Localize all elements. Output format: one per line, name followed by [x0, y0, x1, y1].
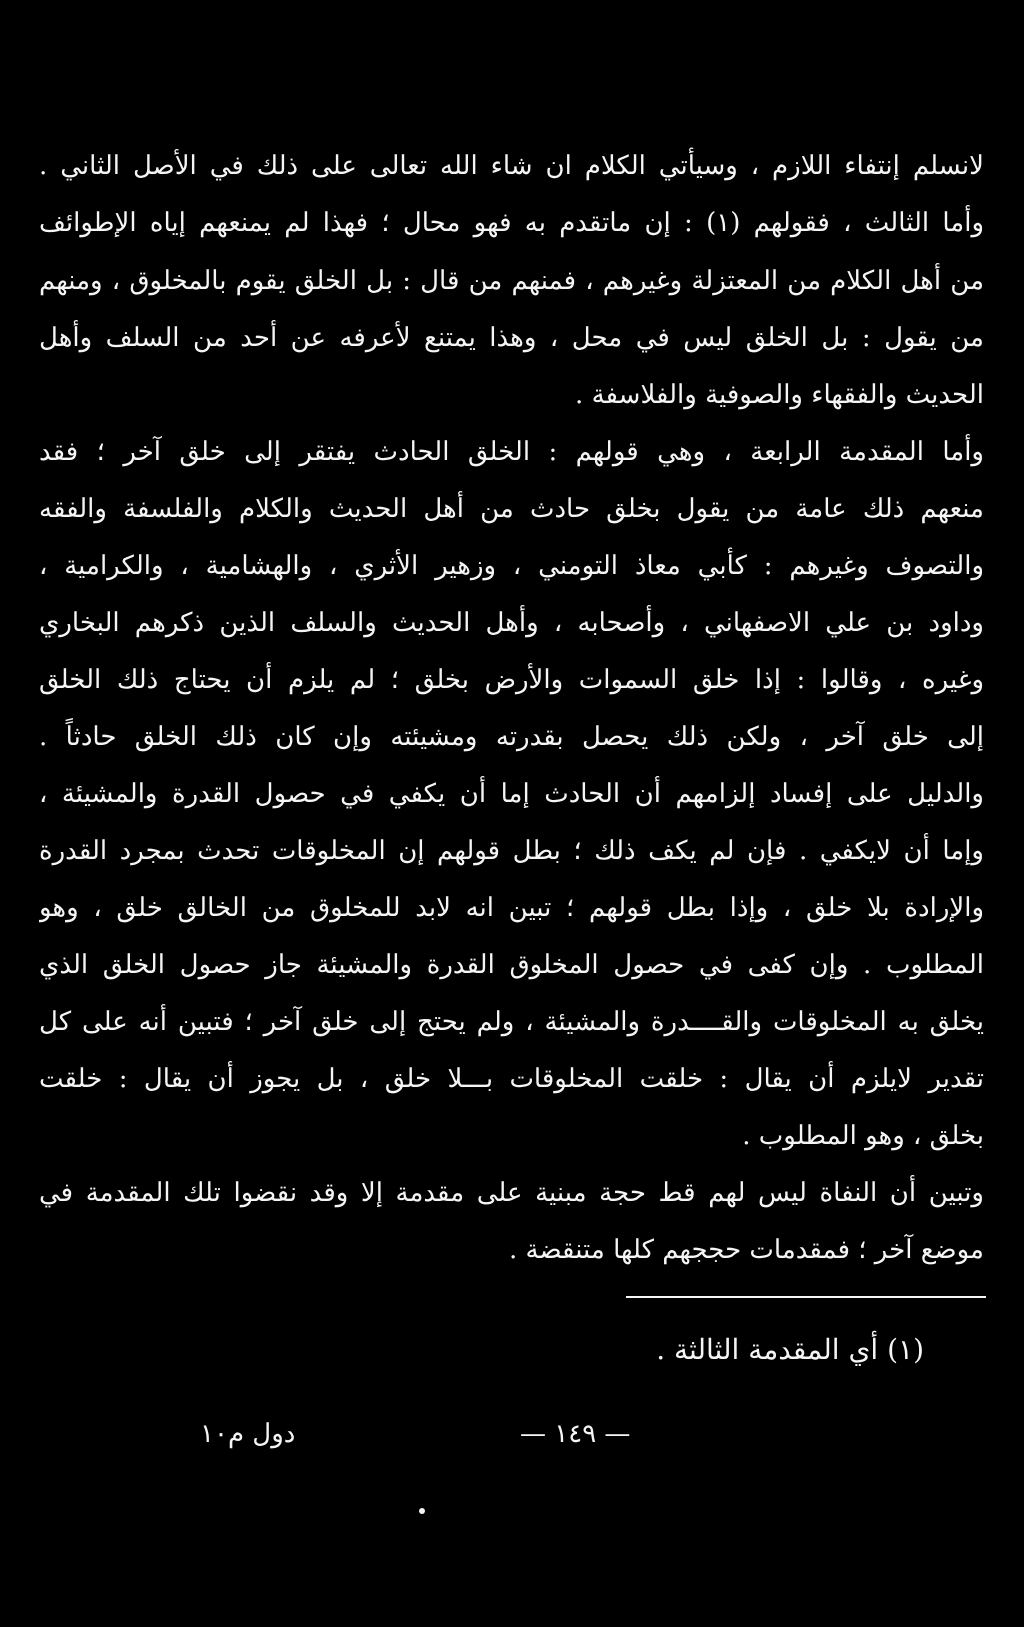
text-line: منعهم ذلك عامة من يقول بخلق حادث من أهل الحديث والكلام والفلسفة والفقه: [39, 494, 984, 524]
text-line: إلى خلق آخر ، ولكن ذلك يحصل بقدرته ومشيئته وإن كان ذلك الخلق حادثاً .: [39, 722, 984, 752]
text-line: بخلق ، وهو المطلوب .: [742, 1121, 984, 1151]
ink-speck: [419, 1508, 425, 1514]
text-line: وتبين أن النفاة ليس لهم قط حجة مبنية على مقدمة إلا وقد نقضوا تلك المقدمة في: [39, 1178, 984, 1208]
page-number: — ١٤٩ —: [520, 1419, 631, 1449]
footnote: (١) أي المقدمة الثالثة .: [656, 1333, 924, 1366]
text-line: تقدير لايلزم أن يقال : خلقت المخلوقات بـــلا خلق ، بل يجوز أن يقال : خلقت: [39, 1064, 984, 1094]
text-line: وغيره ، وقالوا : إذا خلق السموات والأرض بخلق ؛ لم يلزم أن يحتاج ذلك الخلق: [39, 665, 984, 695]
text-line: وأما الثالث ، فقولهم (١) : إن ماتقدم به فهو محال ؛ فهذا لم يمنعهم إياه الإطوائف: [39, 208, 984, 238]
text-line: وأما المقدمة الرابعة ، وهي قولهم : الخلق الحادث يفتقر إلى خلق آخر ؛ فقد: [39, 437, 984, 467]
print-signature: دول م١٠: [200, 1419, 296, 1449]
text-line: من يقول : بل الخلق ليس في محل ، وهذا يمتنع لأعرفه عن أحد من السلف وأهل: [39, 323, 984, 353]
text-line: يخلق به المخلوقات والقــــدرة والمشيئة ، ولم يحتج إلى خلق آخر ؛ فتبين أنه على كل: [39, 1007, 984, 1037]
text-line: والدليل على إفساد إلزامهم أن الحادث إما أن يكفي في حصول القدرة والمشيئة ،: [39, 779, 984, 809]
text-line: والإرادة بلا خلق ، وإذا بطل قولهم ؛ تبين انه لابد للمخلوق من الخالق خلق ، وهو: [39, 893, 984, 923]
text-line: وداود بن علي الاصفهاني ، وأصحابه ، وأهل الحديث والسلف الذين ذكرهم البخاري: [39, 608, 984, 638]
text-line: الحديث والفقهاء والصوفية والفلاسفة .: [575, 380, 984, 410]
text-line: من أهل الكلام من المعتزلة وغيرهم ، فمنهم من قال : بل الخلق يقوم بالمخلوق ، ومنهم: [39, 266, 984, 296]
text-line: موضع آخر ؛ فمقدمات حججهم كلها متنقضة .: [509, 1235, 984, 1265]
text-line: لانسلم إنتفاء اللازم ، وسيأتي الكلام ان شاء الله تعالى على ذلك في الأصل الثاني .: [39, 151, 984, 181]
footnote-separator: [626, 1296, 986, 1298]
text-line: المطلوب . وإن كفى في حصول المخلوق القدرة والمشيئة جاز حصول الخلق الذي: [39, 950, 984, 980]
text-line: والتصوف وغيرهم : كأبي معاذ التومني ، وزهير الأثري ، والهشامية ، والكرامية ،: [39, 551, 984, 581]
text-line: وإما أن لايكفي . فإن لم يكف ذلك ؛ بطل قولهم إن المخلوقات تحدث بمجرد القدرة: [39, 836, 984, 866]
